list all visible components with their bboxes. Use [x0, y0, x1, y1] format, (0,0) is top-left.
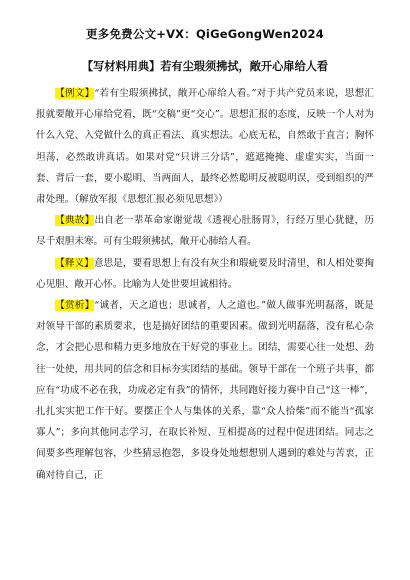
- tag-appreciation: 【赏析】: [55, 300, 95, 312]
- tag-definition: 【释义】: [55, 257, 94, 269]
- paragraph-allusion-text: 出自老一辈革命家谢觉哉《透视心肚肠胃》，行经万里心犹健，历尽千艰胆未寒。可有尘瑕须拂拭，敞开心肺给人看。: [36, 215, 375, 248]
- paragraph-appreciation-text: “诚者，天之道也；思诚者，人之道也。”做人做事光明磊落，既是对领导干部的素质要求，也是搞好团结的重要因素。做到光明磊落，没有私心杂念，才会把心思和精力更多地放在干好党的事业上。团结，需要心往一处想、劲往一处使，用共同的信念和目标夯实团结的基础。领导干部在一个班子共事，都应有“功成不必在我，功成必定有我”的情怀，共同跑好接力赛中自己“这一棒”，扎扎实实把工作干好。要摆正个人与集体的关系，靠“众人拾柴”而不能当“孤家寡人”；多向其他同志学习，在取长补短、互相提高的过程中促进团结。同志之间要多些理解包容，少些猜忌抱怨，多设身处地想想别人遇到的难处与苦衷，正确对待自己，正: [36, 300, 374, 481]
- paragraph-definition-text: 意思是，要看思想上有没有灰尘和瑕疵要及时清里，和人相处要掏心见胆、敞开心怀。比喻为人处世要坦诚相待。: [36, 257, 375, 290]
- tag-allusion: 【典故】: [55, 215, 95, 227]
- page-header: 更多免费公文+VX：QiGeGongWen2024: [86, 27, 324, 41]
- paragraph-appreciation: [36, 295, 374, 486]
- paragraph-example: [36, 83, 374, 210]
- tag-example: 【例文】: [55, 88, 95, 99]
- paragraph-allusion: [36, 210, 374, 252]
- paragraph-example-text: “若有尘瑕须拂拭，敞开心扉给人看。”对于共产党员来说，思想汇报就要敞开心扉给党看，既“交稿”更“交心”。思想汇报的态度，反映一个人对为什么入党、入党做什么的真正看法、真实想法。心底无私，自然敢于直言；胸怀坦荡，必然敢讲真话。如果对党“只讲三分话”，遮遮掩掩、虚虚实实，当面一套、背后一套，要小聪明、当两面人，最终必然聪明反被聪明误，受到组织的严肃处理。（解放军报《思想汇报必须见思想》）: [36, 88, 374, 206]
- paragraph-definition: [36, 253, 374, 295]
- article-title: 【写材料用典】若有尘瑕须拂拭，敞开心扉给人看: [81, 59, 329, 73]
